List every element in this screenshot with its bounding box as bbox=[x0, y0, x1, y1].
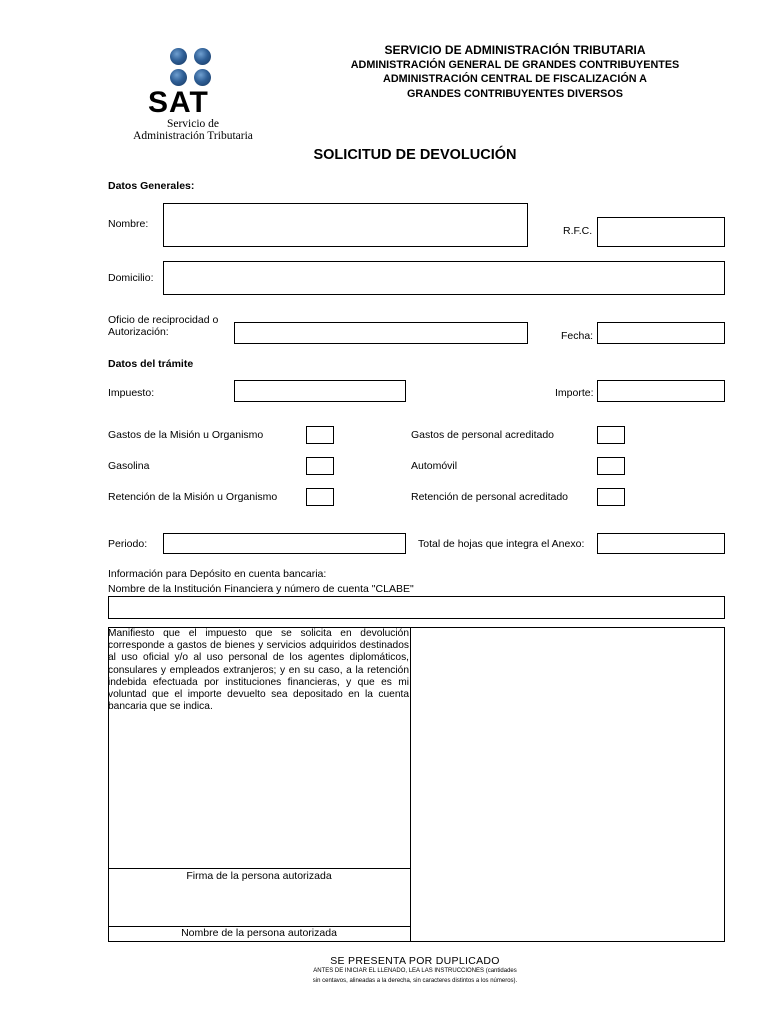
tramite-heading: Datos del trámite bbox=[108, 358, 194, 370]
importe-label: Importe: bbox=[555, 387, 594, 399]
domicilio-field[interactable] bbox=[163, 261, 725, 295]
footer-duplicado: SE PRESENTA POR DUPLICADO bbox=[330, 955, 500, 967]
retencion-personal-label: Retención de personal acreditado bbox=[411, 491, 569, 503]
periodo-field[interactable] bbox=[163, 533, 406, 554]
automovil-label: Automóvil bbox=[411, 460, 458, 472]
deposito-info-line-1: Información para Depósito en cuenta bancaria: bbox=[108, 568, 327, 580]
gastos-personal-checkbox[interactable] bbox=[597, 426, 625, 444]
deposito-info-line-2: Nombre de la Institución Financiera y número de cuenta "CLABE" bbox=[108, 583, 414, 595]
footer-instrucciones-2: sin centavos, alineadas a la derecha, sin caracteres distintos a los números). bbox=[312, 978, 518, 984]
rfc-label: R.F.C. bbox=[563, 225, 593, 237]
retencion-mision-label: Retención de la Misión u Organismo bbox=[108, 491, 278, 503]
retencion-mision-checkbox[interactable] bbox=[306, 488, 334, 506]
logo-line-2: Administración Tributaria bbox=[133, 130, 253, 142]
nombre-field[interactable] bbox=[163, 203, 528, 247]
general-heading: Datos Generales: bbox=[108, 180, 195, 192]
total-hojas-label: Total de hojas que integra el Anexo: bbox=[418, 538, 585, 550]
declaration-text: Manifiesto que el impuesto que se solicita en devolución corresponde a gastos de bienes y servicios adquiridos destinados al uso oficial y/o al uso personal de los agentes diplomáticos, consulares y empleados extranjeros; y en su caso, a la retención indebida efectuada por instituciones financieras, y que es mi voluntad que el importe devuelto sea depositado en la cuenta bancaria que se indica. bbox=[108, 628, 409, 713]
header-line-4: GRANDES CONTRIBUYENTES DIVERSOS bbox=[407, 88, 623, 100]
logo-acronym: SAT bbox=[148, 86, 209, 119]
domicilio-label: Domicilio: bbox=[108, 272, 154, 284]
clabe-field[interactable] bbox=[108, 596, 725, 619]
gastos-mision-checkbox[interactable] bbox=[306, 426, 334, 444]
nombre-autorizada-label: Nombre de la persona autorizada bbox=[181, 927, 337, 939]
header-line-3: ADMINISTRACIÓN CENTRAL DE FISCALIZACIÓN A bbox=[383, 73, 647, 85]
logo-dot bbox=[194, 69, 211, 86]
logo-dot bbox=[170, 48, 187, 65]
gastos-personal-label: Gastos de personal acreditado bbox=[411, 429, 555, 441]
oficio-label-line-1: Oficio de reciprocidad o bbox=[108, 314, 219, 326]
header-line-2: ADMINISTRACIÓN GENERAL DE GRANDES CONTRIBUYENTES bbox=[350, 59, 680, 71]
logo-dot bbox=[170, 69, 187, 86]
total-hojas-field[interactable] bbox=[597, 533, 725, 554]
impuesto-label: Impuesto: bbox=[108, 387, 155, 399]
logo-dot bbox=[194, 48, 211, 65]
firma-field[interactable] bbox=[108, 869, 411, 926]
footer-instrucciones-1: ANTES DE INICIAR EL LLENADO, LEA LAS INSTRUCCIONES (cantidades bbox=[313, 968, 517, 974]
periodo-label: Periodo: bbox=[108, 538, 148, 550]
fecha-label: Fecha: bbox=[561, 330, 594, 342]
page-title: SOLICITUD DE DEVOLUCIÓN bbox=[313, 147, 517, 163]
logo-line-1: Servicio de bbox=[166, 118, 220, 130]
gastos-mision-label: Gastos de la Misión u Organismo bbox=[108, 429, 264, 441]
retencion-personal-checkbox[interactable] bbox=[597, 488, 625, 506]
rfc-field[interactable] bbox=[597, 217, 725, 247]
firma-label: Firma de la persona autorizada bbox=[186, 870, 332, 882]
header-line-1: SERVICIO DE ADMINISTRACIÓN TRIBUTARIA bbox=[384, 43, 646, 57]
nombre-label: Nombre: bbox=[108, 218, 149, 230]
importe-field[interactable] bbox=[597, 380, 725, 402]
gasolina-label: Gasolina bbox=[108, 460, 150, 472]
oficio-field[interactable] bbox=[234, 322, 528, 344]
fecha-field[interactable] bbox=[597, 322, 725, 344]
oficio-label-line-2: Autorización: bbox=[108, 326, 169, 338]
automovil-checkbox[interactable] bbox=[597, 457, 625, 475]
impuesto-field[interactable] bbox=[234, 380, 406, 402]
gasolina-checkbox[interactable] bbox=[306, 457, 334, 475]
